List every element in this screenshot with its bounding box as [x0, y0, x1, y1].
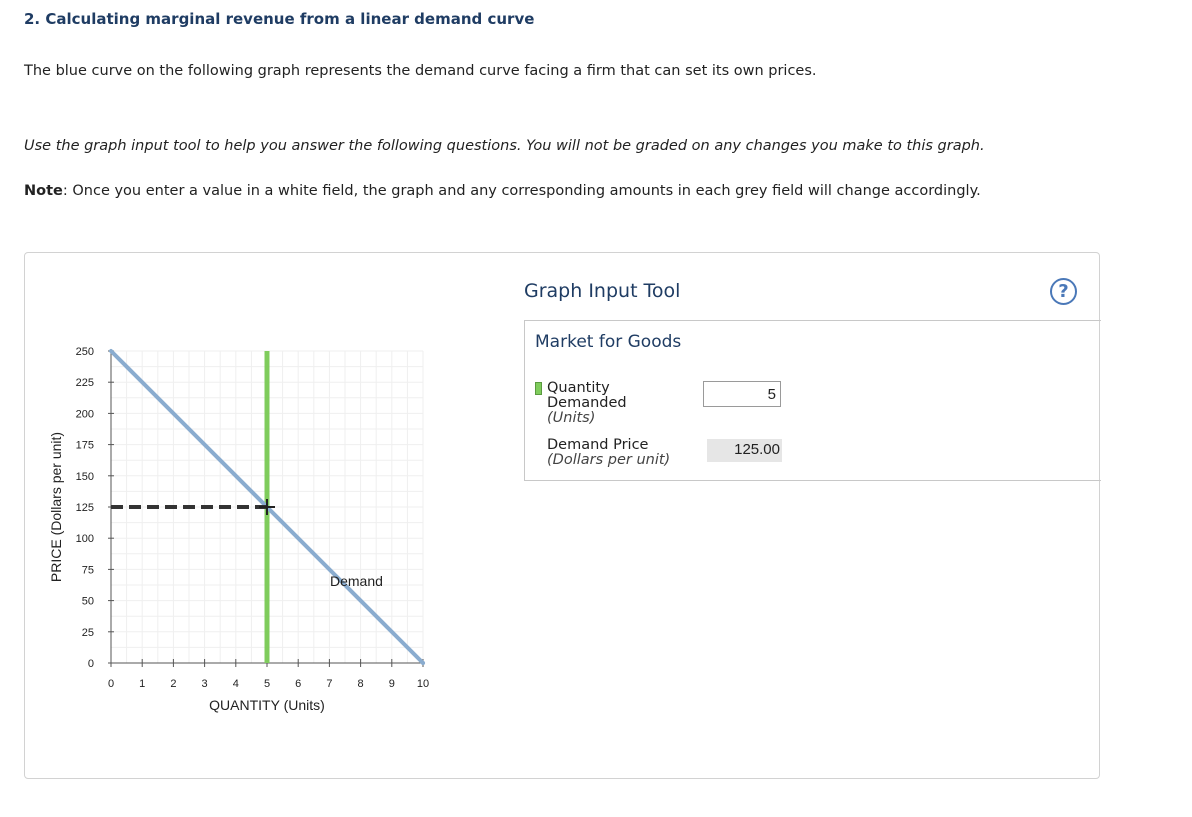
- demand-curve-label: Demand: [330, 573, 383, 589]
- y-tick-label: 200: [75, 408, 94, 421]
- demand-price-output: 125.00: [707, 439, 782, 462]
- x-tick-label: 3: [201, 678, 208, 690]
- x-tick-label: 10: [416, 678, 430, 690]
- graph-panel: [24, 252, 1100, 779]
- question-mark-circle-icon[interactable]: ?: [1050, 278, 1077, 305]
- x-tick-label: 5: [263, 678, 271, 690]
- y-tick-label: 250: [75, 346, 94, 358]
- note-text: [24, 183, 981, 199]
- note-body: : Once you enter a value in a white field, the graph and any corresponding amounts in each grey field will change accordingly.: [62, 183, 981, 199]
- y-tick-label: 225: [75, 377, 94, 390]
- market-title: Market for Goods: [535, 332, 682, 352]
- x-tick-label: 8: [357, 678, 364, 690]
- y-tick-label: 125: [75, 502, 94, 514]
- demand-end-point: [421, 661, 425, 665]
- intro-text: The blue curve on the following graph represents the demand curve facing a firm that can set its own prices.: [24, 63, 817, 79]
- instruction-text: Use the graph input tool to help you answer the following questions. You will not be graded on any changes you make to this graph.: [24, 138, 985, 154]
- x-tick-label: 9: [388, 678, 395, 690]
- x-tick-label: 6: [295, 678, 302, 690]
- y-axis-title: PRICE (Dollars per unit): [48, 431, 64, 583]
- quantity-unit-text: (Units): [547, 410, 596, 426]
- demand-price-label: [547, 438, 697, 468]
- y-tick-label: 50: [81, 595, 94, 608]
- quantity-demanded-input[interactable]: [703, 381, 781, 407]
- quantity-color-swatch-icon: [535, 382, 542, 395]
- graph-input-tool-panel: [524, 320, 1101, 481]
- x-tick-label: 0: [107, 678, 115, 690]
- y-tick-label: 0: [87, 658, 94, 670]
- y-tick-label: 150: [75, 470, 94, 483]
- demand-chart[interactable]: [25, 253, 505, 780]
- y-tick-label: 75: [81, 564, 94, 577]
- x-tick-label: 7: [326, 678, 333, 690]
- demand-price-text: Demand Price: [547, 437, 649, 453]
- quantity-demanded-text: Quantity Demanded: [547, 380, 627, 411]
- quantity-demanded-label: [547, 381, 637, 426]
- y-tick-label: 25: [81, 626, 94, 639]
- demand-price-unit-text: (Dollars per unit): [547, 452, 671, 468]
- x-axis-title: QUANTITY (Units): [209, 697, 325, 713]
- x-tick-label: 4: [232, 678, 239, 690]
- graph-input-tool-title: Graph Input Tool: [524, 280, 681, 302]
- question-title: 2. Calculating marginal revenue from a linear demand curve: [24, 10, 535, 28]
- x-tick-label: 1: [139, 678, 146, 690]
- y-tick-label: 175: [75, 439, 94, 452]
- y-tick-label: 100: [75, 533, 94, 546]
- x-tick-label: 2: [170, 678, 177, 690]
- note-label: Note: [24, 183, 63, 199]
